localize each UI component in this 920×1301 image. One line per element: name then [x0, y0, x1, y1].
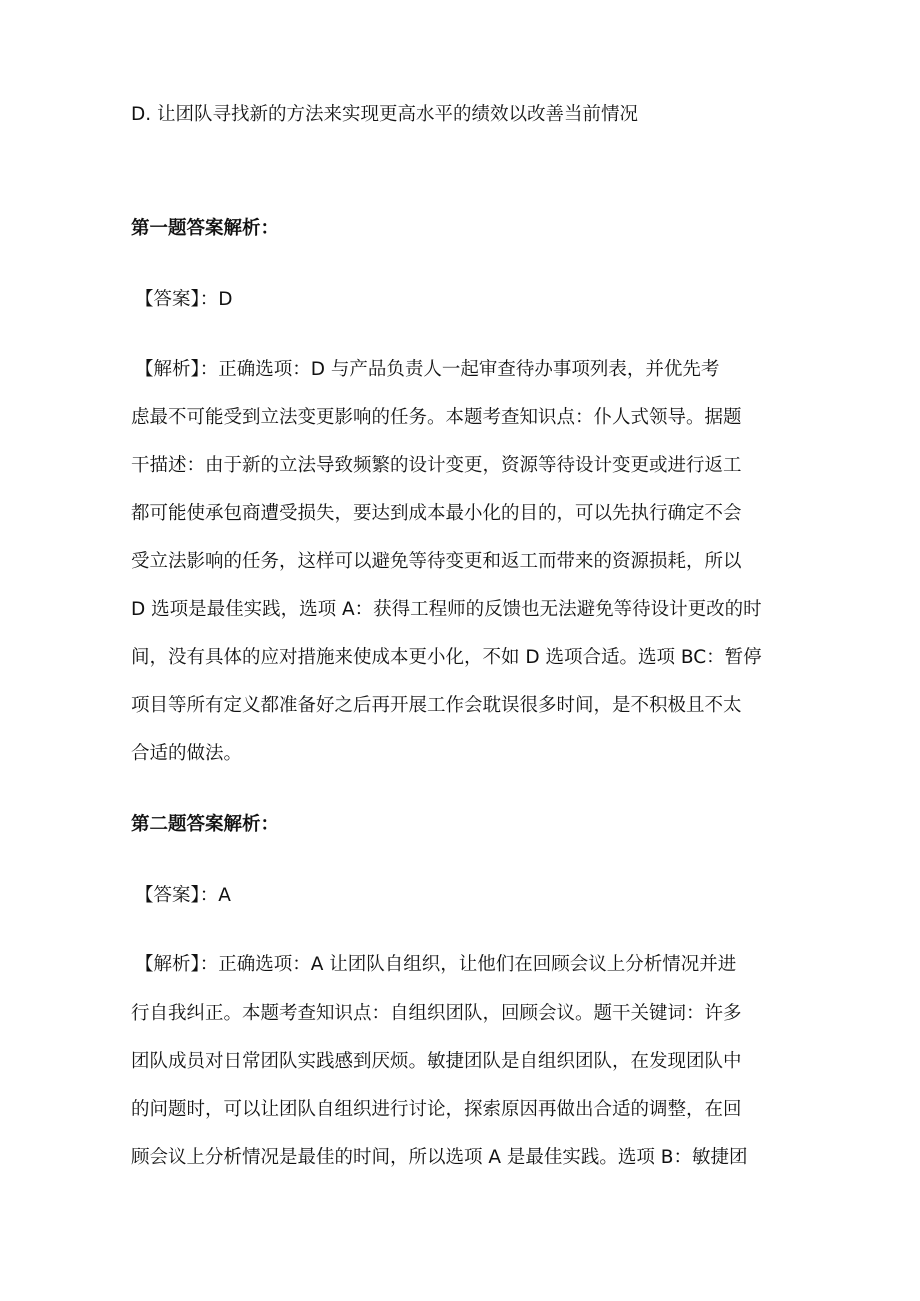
q2-explanation-line: 顾会议上分析情况是最佳的时间，所以选项 A 是最佳实践。选项 B：敏捷团 [131, 1147, 748, 1168]
q2-explanation-line: 的问题时，可以让团队自组织进行讨论，探索原因再做出合适的调整，在回 [131, 1099, 742, 1120]
q2-answer: 【答案】：A [135, 885, 231, 906]
q1-explanation-line: 【解析】：正确选项：D 与产品负责人一起审查待办事项列表，并优先考 [135, 359, 720, 380]
q1-heading: 第一题答案解析： [131, 218, 280, 239]
q1-explanation-line: 干描述：由于新的立法导致频繁的设计变更，资源等待设计变更或进行返工 [131, 455, 742, 476]
q1-explanation-line: 间，没有具体的应对措施来使成本更小化，不如 D 选项合适。选项 BC：暂停 [131, 647, 762, 668]
q2-explanation-line: 【解析】：正确选项：A 让团队自组织，让他们在回顾会议上分析情况并进 [135, 954, 737, 975]
q1-explanation-line: 都可能使承包商遭受损失，要达到成本最小化的目的，可以先执行确定不会 [131, 503, 742, 524]
q1-answer: 【答案】：D [135, 289, 233, 310]
option-d-text: D. 让团队寻找新的方法来实现更高水平的绩效以改善当前情况 [131, 104, 639, 125]
q1-explanation-line: 合适的做法。 [131, 743, 243, 764]
q1-explanation-line: 虑最不可能受到立法变更影响的任务。本题考查知识点：仆人式领导。据题 [131, 407, 742, 428]
q1-explanation-line: D 选项是最佳实践，选项 A：获得工程师的反馈也无法避免等待设计更改的时 [131, 599, 762, 620]
q1-explanation-line: 项目等所有定义都准备好之后再开展工作会耽误很多时间，是不积极且不太 [131, 695, 742, 716]
q2-explanation-line: 行自我纠正。本题考查知识点：自组织团队，回顾会议。题干关键词：许多 [131, 1003, 742, 1024]
q1-explanation-line: 受立法影响的任务，这样可以避免等待变更和返工而带来的资源损耗，所以 [131, 551, 742, 572]
q2-explanation-line: 团队成员对日常团队实践感到厌烦。敏捷团队是自组织团队，在发现团队中 [131, 1051, 742, 1072]
q2-heading: 第二题答案解析： [131, 814, 280, 835]
